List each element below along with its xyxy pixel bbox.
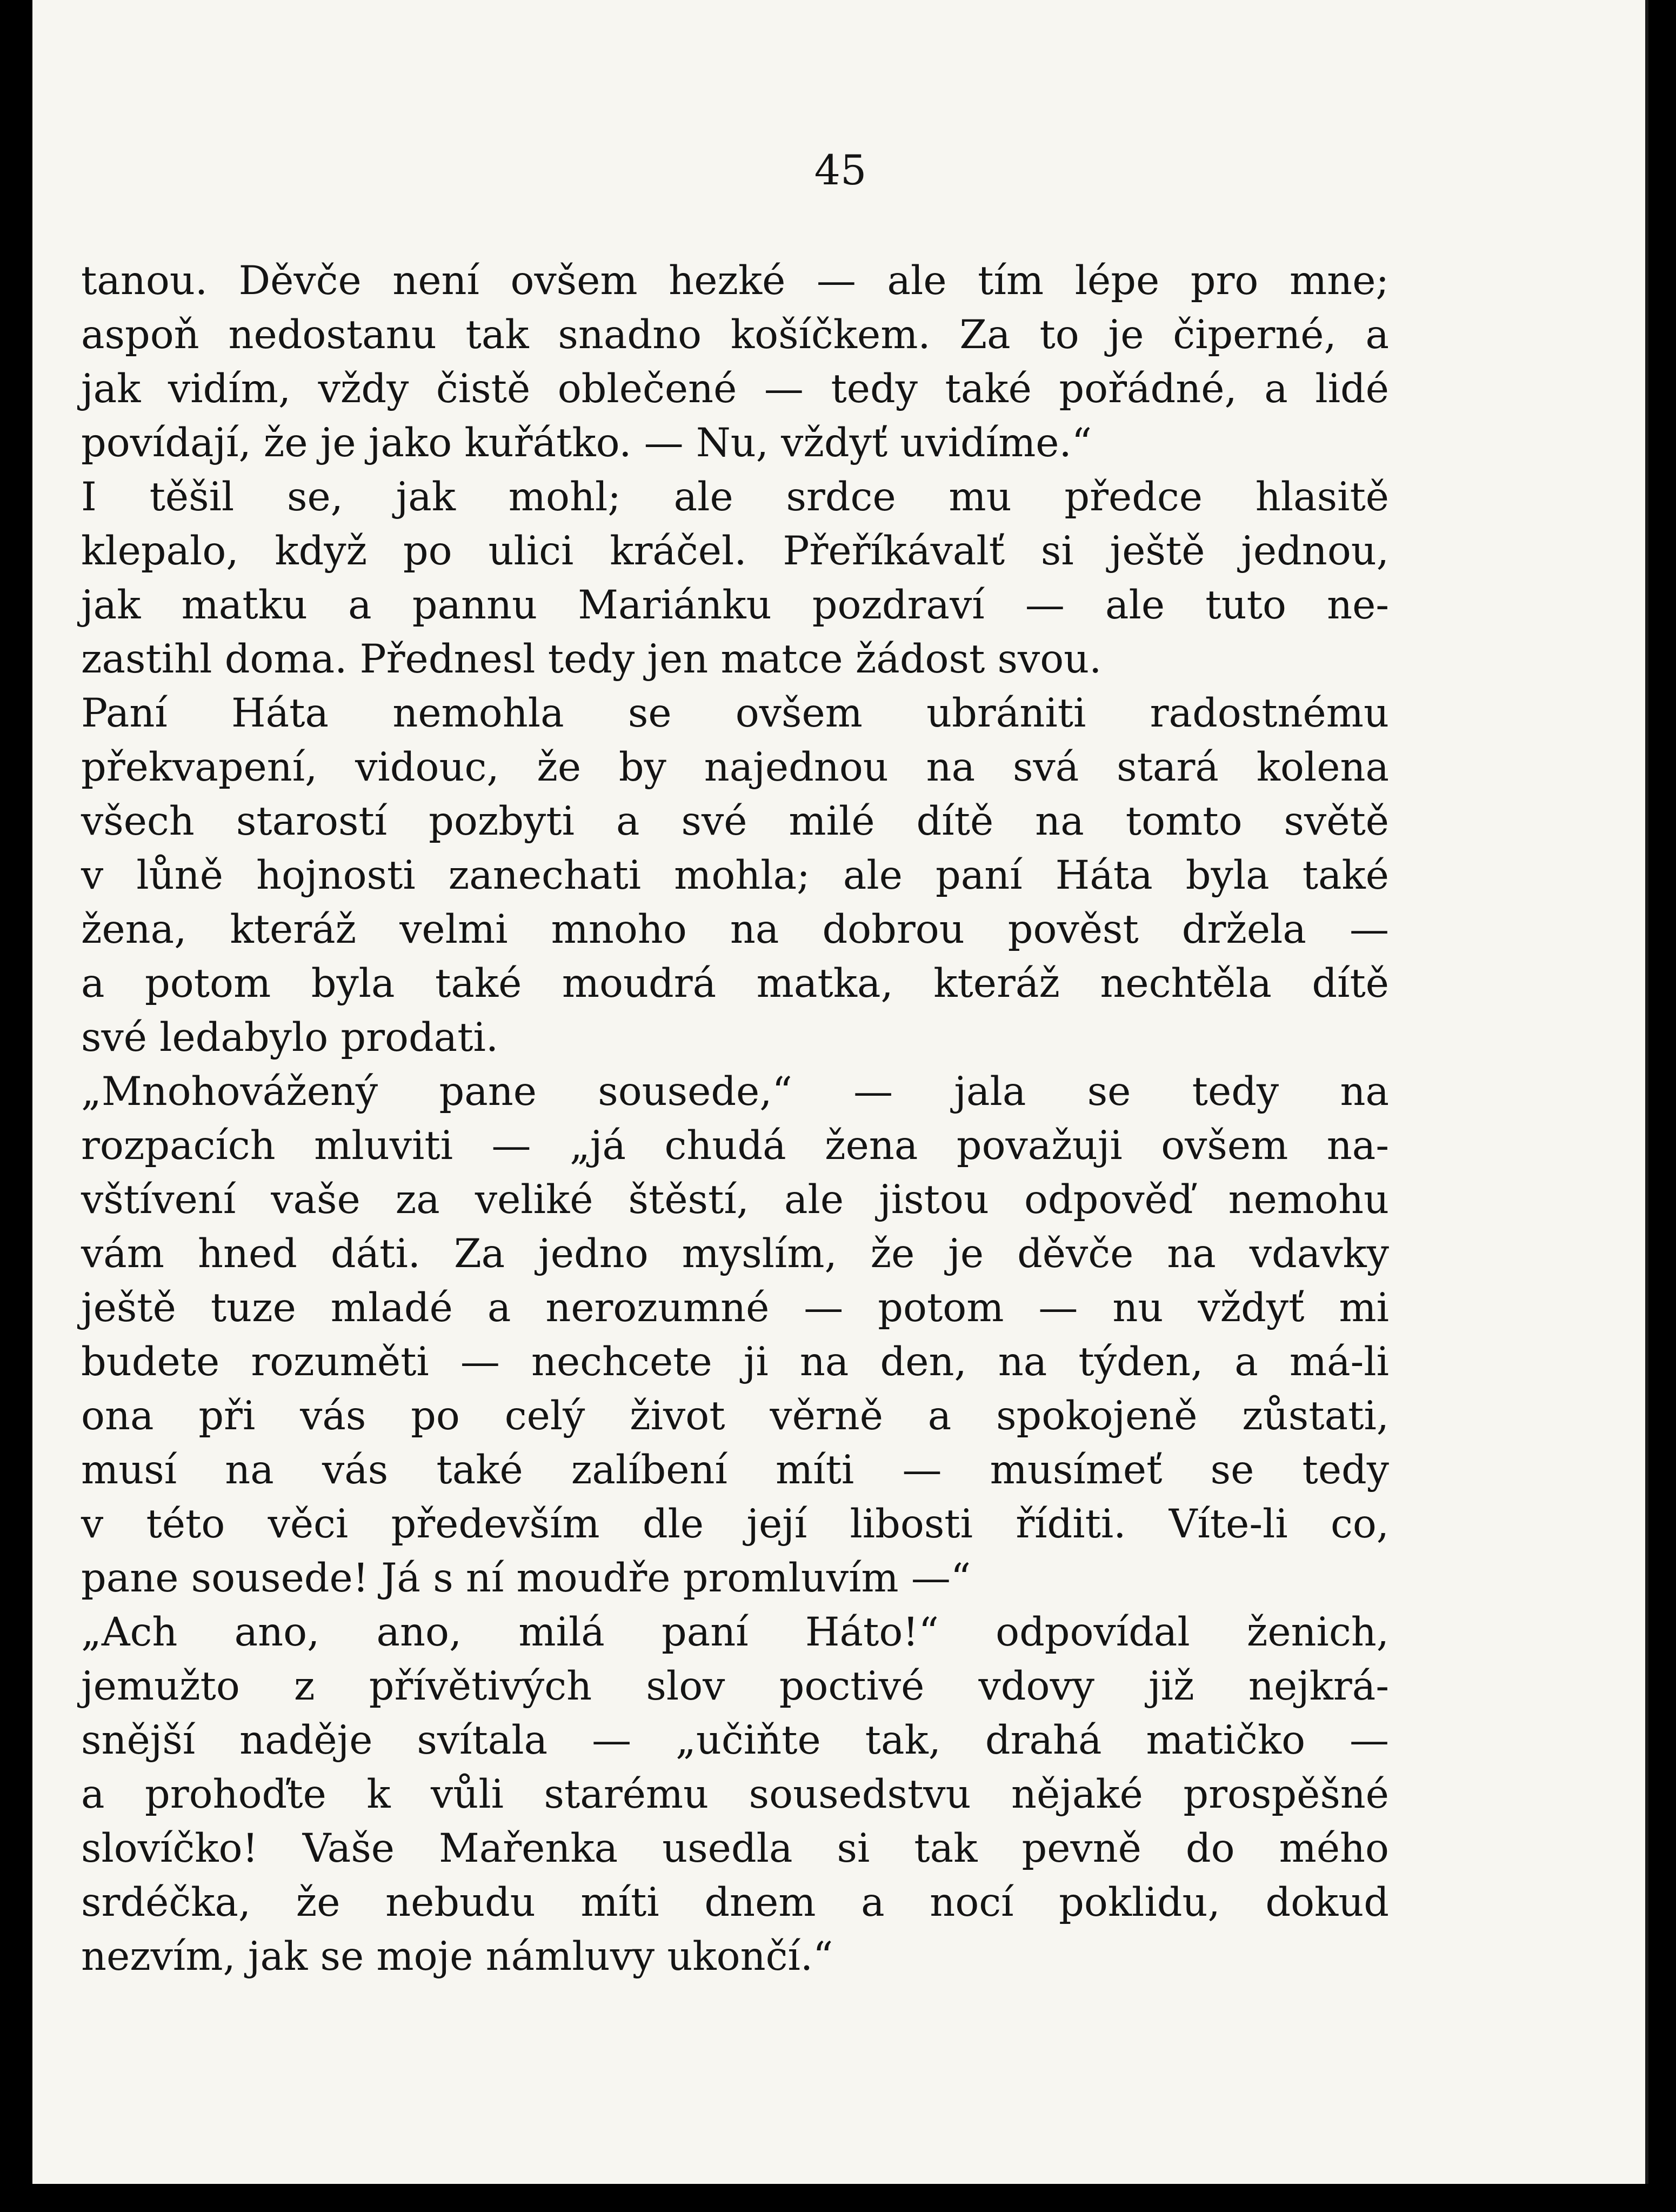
text-line: nezvím, jak se moje námluvy ukončí.“ (81, 1934, 833, 1980)
text-line: klepalo, když po ulici kráčel. Přeříkávalť si ještě jednou, (81, 528, 1389, 574)
text-line: I těšil se, jak mohl; ale srdce mu předce hlasitě (81, 474, 1389, 520)
text-line: jak matku a pannu Mariánku pozdraví — ale tuto ne- (81, 582, 1389, 628)
text-line: pane sousede! Já s ní moudře promluvím —“ (81, 1555, 971, 1601)
text-line: své ledabylo prodati. (81, 1015, 499, 1061)
text-line: aspoň nedostanu tak snadno košíčkem. Za to je čiperné, a (81, 312, 1389, 358)
text-line: „Mnohovážený pane sousede,“ — jala se tedy na (81, 1069, 1389, 1115)
text-line: slovíčko! Vaše Mařenka usedla si tak pevně do mého (81, 1825, 1389, 1871)
text-line: srdéčka, že nebudu míti dnem a nocí poklidu, dokud (81, 1880, 1389, 1925)
text-line: v lůně hojnosti zanechati mohla; ale paní Háta byla také (81, 852, 1389, 898)
text-line: vštívení vaše za veliké štěstí, ale jistou odpověď nemohu (81, 1177, 1389, 1223)
text-line: Paní Háta nemohla se ovšem ubrániti radostnému (81, 690, 1389, 736)
text-line: povídají, že je jako kuřátko. — Nu, vždyť uvidíme.“ (81, 420, 1092, 466)
text-line: ještě tuze mladé a nerozumné — potom — nu vždyť mi (81, 1285, 1389, 1331)
text-line: a potom byla také moudrá matka, kteráž nechtěla dítě (81, 961, 1389, 1007)
text-line: překvapení, vidouc, že by najednou na svá stará kolena (81, 744, 1389, 790)
text-line: žena, kteráž velmi mnoho na dobrou pověst držela — (81, 907, 1389, 952)
text-line: „Ach ano, ano, milá paní Háto!“ odpovídal ženich, (81, 1609, 1389, 1655)
text-line: jak vidím, vždy čistě oblečené — tedy také pořádné, a lidé (81, 366, 1389, 412)
text-line: snější naděje svítala — „učiňte tak, drahá matičko — (81, 1717, 1389, 1763)
text-line: musí na vás také zalíbení míti — musímeť se tedy (81, 1447, 1389, 1493)
text-line: jemužto z přívětivých slov poctivé vdovy již nejkrá- (81, 1663, 1389, 1709)
page-number: 45 (814, 146, 867, 194)
text-line: v této věci především dle její libosti říditi. Víte-li co, (81, 1501, 1389, 1547)
book-page (32, 0, 1648, 2184)
text-line: rozpacích mluviti — „já chudá žena považuji ovšem na- (81, 1123, 1389, 1169)
body-text (81, 254, 1389, 1984)
text-line: a prohoďte k vůli starému sousedstvu nějaké prospěšné (81, 1771, 1389, 1817)
scan-edge (1645, 0, 1648, 2184)
text-line: ona při vás po celý život věrně a spokojeně zůstati, (81, 1393, 1389, 1439)
text-line: všech starostí pozbyti a své milé dítě na tomto světě (81, 798, 1389, 844)
text-line: vám hned dáti. Za jedno myslím, že je děvče na vdavky (81, 1231, 1389, 1277)
text-line: budete rozuměti — nechcete ji na den, na týden, a má-li (81, 1339, 1389, 1385)
text-line: zastihl doma. Přednesl tedy jen matce žádost svou. (81, 636, 1102, 682)
text-line: tanou. Děvče není ovšem hezké — ale tím lépe pro mne; (81, 258, 1389, 304)
